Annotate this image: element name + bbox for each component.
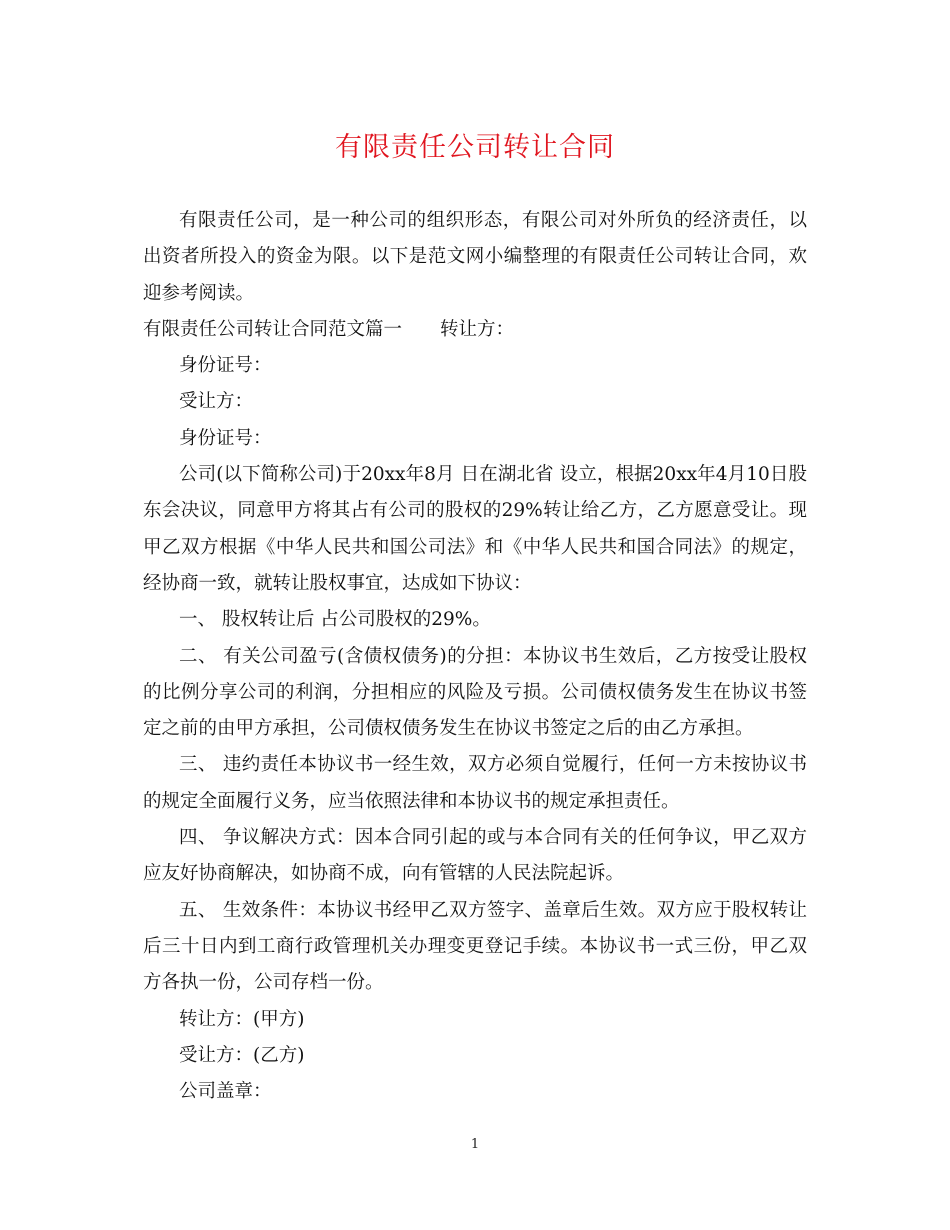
clause-2: 二、 有关公司盈亏(含债权债务)的分担：本协议书生效后，乙方按受让股权的比例分享公司的利润，分担相应的风险及亏损。公司债权债务发生在协议书签定之前的由甲方承担，公司债权债务发生在协议书签定之后的由乙方承担。 [143,645,807,740]
intro-paragraph: 有限责任公司，是一种公司的组织形态，有限公司对外所负的经济责任，以出资者所投入的资金为限。以下是范文网小编整理的有限责任公司转让合同，欢迎参考阅读。 [143,210,807,304]
signature-transferee: 受让方：(乙方) [179,1044,305,1066]
page-number: 1 [470,1137,480,1152]
clause-1: 一、 股权转让后 占公司股权的29%。 [179,609,491,631]
clause-4: 四、 争议解决方式：因本合同引起的或与本合同有关的任何争议，甲乙双方应友好协商解决，如协商不成，向有管辖的人民法院起诉。 [143,827,807,885]
clause-3: 三、 违约责任本协议书一经生效，双方必须自觉履行，任何一方未按协议书的规定全面履行义务，应当依照法律和本协议书的规定承担责任。 [143,754,807,812]
clause-5: 五、 生效条件：本协议书经甲乙双方签字、盖章后生效。双方应于股权转让后三十日内到工商行政管理机关办理变更登记手续。本协议书一式三份，甲乙双方各执一份，公司存档一份。 [143,899,807,994]
signature-transferor: 转让方：(甲方) [179,1008,305,1030]
id-number-line-2: 身份证号： [179,427,272,449]
document-body [143,203,807,1110]
transferor-label: 转让方： [440,318,515,340]
company-seal-line: 公司盖章： [179,1081,272,1103]
document-title: 有限责任公司转让合同 [335,132,615,163]
section-heading: 有限责任公司转让合同范文篇一 [143,318,403,340]
section-heading-line [143,312,807,348]
preamble-paragraph: 公司(以下简称公司)于20xx年8月 日在湖北省 设立，根据20xx年4月10日股东会决议，同意甲方将其占有公司的股权的29%转让给乙方，乙方愿意受让。现甲乙双方根据《中华人民共和国公司法》和《中华人民共和国合同法》的规定，经协商一致，就转让股权事宜，达成如下协议： [143,464,807,594]
id-number-line-1: 身份证号： [179,355,272,377]
transferee-line: 受让方： [179,391,254,413]
